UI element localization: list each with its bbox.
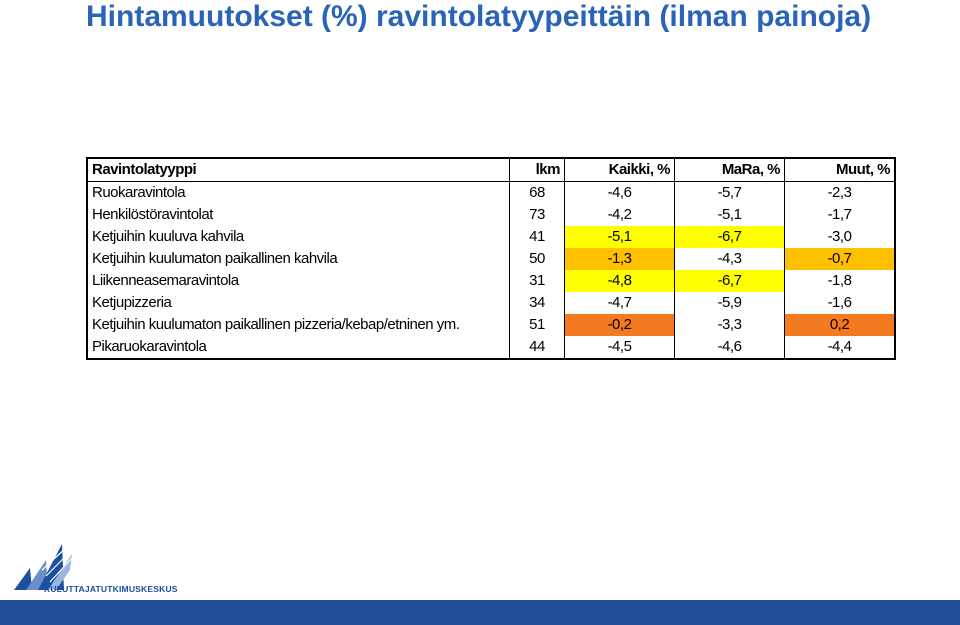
header-muut: Muut, % [836, 161, 890, 178]
table-row [87, 336, 895, 359]
cell-kaikki: -4,2 [565, 204, 675, 226]
cell-muut: -1,8 [827, 272, 852, 289]
cell-name: Ketjupizzeria [87, 292, 510, 314]
cell-name: Ketjuihin kuulumaton paikallinen pizzeria/kebap/etninen ym. [87, 314, 510, 336]
cell-name: Ketjuihin kuulumaton paikallinen kahvila [87, 248, 510, 270]
cell-mara: -6,7 [675, 270, 785, 292]
cell-kaikki: -4,6 [565, 182, 675, 205]
table-row [87, 292, 895, 314]
price-change-table [86, 157, 896, 360]
cell-muut: -1,6 [827, 294, 852, 311]
cell-muut: 0,2 [785, 314, 896, 336]
table-row [87, 314, 895, 336]
cell-lkm: 41 [510, 226, 565, 248]
cell-muut: -0,7 [785, 248, 896, 270]
table-row [87, 226, 895, 248]
cell-name: Liikenneasemaravintola [87, 270, 510, 292]
cell-mara: -5,7 [675, 182, 785, 205]
table-row [87, 248, 895, 270]
table-header-row [87, 158, 895, 182]
header-ravintolatyyppi: Ravintolatyyppi [87, 158, 510, 182]
cell-lkm: 44 [510, 336, 565, 359]
logo-wordmark: KULUTTAJATUTKIMUSKESKUS [44, 584, 178, 594]
cell-lkm: 31 [510, 270, 565, 292]
cell-muut: -1,7 [827, 206, 852, 223]
table-row [87, 204, 895, 226]
cell-mara: -3,3 [675, 314, 785, 336]
cell-lkm: 51 [510, 314, 565, 336]
cell-lkm: 73 [510, 204, 565, 226]
table-row [87, 270, 895, 292]
cell-mara: -5,1 [675, 204, 785, 226]
footer-bar [0, 600, 960, 625]
cell-lkm: 68 [510, 182, 565, 205]
cell-name: Pikaruokaravintola [87, 336, 510, 359]
page-title: Hintamuutokset (%) ravintolatyypeittäin (ilman painoja) [86, 0, 872, 33]
header-kaikki: Kaikki, % [565, 158, 675, 182]
cell-name: Ruokaravintola [87, 182, 510, 205]
cell-muut: -2,3 [827, 184, 852, 201]
cell-kaikki: -0,2 [565, 314, 675, 336]
cell-muut: -3,0 [827, 228, 852, 245]
cell-kaikki: -1,3 [565, 248, 675, 270]
cell-lkm: 34 [510, 292, 565, 314]
header-mara: MaRa, % [675, 158, 785, 182]
cell-mara: -4,3 [675, 248, 785, 270]
cell-kaikki: -4,5 [565, 336, 675, 359]
cell-mara: -4,6 [675, 336, 785, 359]
cell-kaikki: -5,1 [565, 226, 675, 248]
cell-name: Ketjuihin kuuluva kahvila [87, 226, 510, 248]
cell-name: Henkilöstöravintolat [87, 204, 510, 226]
cell-kaikki: -4,8 [565, 270, 675, 292]
cell-kaikki: -4,7 [565, 292, 675, 314]
cell-mara: -6,7 [675, 226, 785, 248]
cell-muut: -4,4 [827, 338, 852, 355]
header-lkm: lkm [510, 158, 565, 182]
cell-lkm: 50 [510, 248, 565, 270]
table-row [87, 182, 895, 205]
cell-mara: -5,9 [675, 292, 785, 314]
